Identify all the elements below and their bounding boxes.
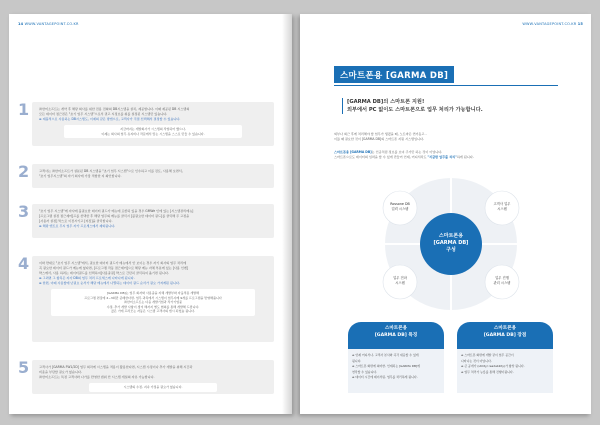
- section-text-line: ㈜한미소프트는 특정 고객사와 나가를 반영한 범위 안 시스템 개설의 자유 가능합니다.: [39, 375, 155, 379]
- section-text-line: ➡ 해당 엔트로 무시 업무 자가 프로세스에서 제외됩니다.: [39, 224, 116, 228]
- section-text-line: 비용을 부담할 필요가 없습니다.: [39, 370, 82, 374]
- box-title-line: [GARMA DB] 장점: [483, 332, 527, 338]
- section-text-line: "초기 업무 시스템"에 자사에 불필요한 데이터 필드가 메뉴에 포함되 있을 경우 GMWe 인에 있는 [시스템관리메뉴]: [39, 209, 194, 213]
- node-label-line: 관리 시스템: [493, 280, 511, 285]
- right-page-number: 15: [577, 22, 583, 26]
- advantages-box-title: [457, 322, 553, 349]
- section-number: 3: [18, 202, 30, 221]
- list-item: ➡ 데이터 시간에 제이서린, 업무를 처리하게 됩니다.: [352, 375, 418, 379]
- box-title-line: [GARMA DB] 특징: [374, 332, 418, 338]
- list-item: ➡ 큰 공개가 (utility/ readability)가 향상 됩니다.: [461, 364, 525, 368]
- section-card: [32, 164, 274, 188]
- section-text-line: 박스에서, 사용 하려는 데이터필드를 선택하여[사용중필] 박스로 간단히 클릭하여 옮기면 됩니다.: [39, 271, 169, 275]
- section-number: 5: [18, 358, 30, 377]
- spine-shadow: [282, 14, 292, 414]
- section-4: [18, 256, 274, 342]
- node-label-line: 업무 진행: [495, 276, 509, 280]
- section-1: [18, 102, 274, 146]
- right-page: [300, 14, 591, 414]
- section-2: [18, 164, 274, 188]
- list-item: 나타나는 것이 아닙니다.: [461, 358, 492, 363]
- center-label-line: 구성: [446, 247, 456, 253]
- note-line: 수정, 추가 개발 사항이 생겨 해자지 별도 협의를 통해 개발해 드립니다.: [106, 304, 200, 309]
- section-text-line: 이와 반대로 "초기 업무 시스템"에서, 필요한 데이터 필드가 메뉴에서 안 보이는 경우 자기 회사의 업무 처리에: [39, 261, 187, 265]
- diagram-node-label: [383, 202, 417, 211]
- section-number: 1: [18, 100, 30, 119]
- section-text-line: 모든 데이터 접근권은 "초기 업무 시스템"으로서 권고 시정보를 위를 설정된 시스템만 있습니다.: [39, 112, 168, 116]
- section-card: [32, 360, 274, 394]
- section-number: 4: [18, 254, 30, 273]
- node-label-line: 업력 시스템: [391, 206, 409, 211]
- section-text-line: "초기 업무시스템"의 자기 회사에 가장 적합한 지 확인합니다.: [39, 174, 122, 178]
- page-title: 스마트폰용 [GARMA DB]: [334, 66, 454, 83]
- note-line: 지금까지는 개발회사가 시스템의 작업되어 했으나,: [120, 127, 186, 131]
- diagram-node-label: [383, 276, 417, 285]
- section-number: 2: [18, 162, 30, 181]
- section-text-line: 꼭 필요한 데이터 필드가 메뉴에 없다면, [프로그램 작동 접근제어]으로 해당 메뉴 자체 부분에 있는 [사용 인벤]: [39, 266, 189, 270]
- intro-bold: 스마트폰용 [GARMA DB]: [334, 150, 372, 154]
- list-item: ➡ 스마트폰 화면에 개발 같이 업무 공간이: [461, 353, 514, 357]
- left-page-number: 14: [18, 22, 24, 26]
- section-note: [89, 383, 217, 392]
- box-title-line: 스마트폰용: [384, 326, 408, 331]
- left-page-header: [18, 22, 79, 26]
- intro-line: 외부나 회근 후에 처리해야 할 업무가 생겼을 때, 노트바은 켠거동고 -: [334, 132, 427, 136]
- center-label-line: 스마트폰용: [438, 233, 464, 239]
- node-label-line: 시스템: [395, 280, 405, 285]
- section-text-line: ➡ 제품적으로 사용하는 DB시스템도, 이제의 같은 방법으로, 고객사가 직접 선택해서 결정할 수 있습니다.: [39, 117, 181, 121]
- diagram-node-label: [485, 276, 519, 285]
- note-line: 이제는 회사의 업무 유지비나 작문에서 맞는 시스템을 스스로 만들 수 있습니다.: [101, 131, 205, 136]
- section-note: [64, 125, 242, 138]
- list-item: 연락할 수 있습니다.: [352, 369, 378, 374]
- section-3: [18, 204, 274, 238]
- note-line: 끊은 기에 프라모는 자동은 시스템 고객사의 법시 되었습 됩니다.: [111, 309, 195, 314]
- section-5: [18, 360, 274, 394]
- box-title-line: 스마트폰용: [493, 326, 517, 331]
- left-page: [9, 14, 292, 414]
- features-box-list: [348, 349, 444, 393]
- intro-quote: "지금한 업무를 처리": [427, 155, 457, 159]
- center-label-line: [GARMA DB]: [433, 240, 469, 246]
- list-item: ➡ 스마트폰 화면에 의미한, 인재되는 [GARMA DB]에: [352, 364, 420, 368]
- headline-line: 외부에서 PC 없이도 스마트폰으로 업무 처리가 가능합니다.: [347, 107, 483, 113]
- diagram-center-label: [427, 233, 475, 254]
- intro-line: 이틀 때 필요한 것이 [GARMA DB]의 스마트폰 지원 시스템입니다.: [334, 137, 424, 141]
- section-text-line: 고객사는 ㈜한미소프트가 설분된 DB 시스템을 "초기 업무 시스템"으로 인수하고 이를 검토, 사용해 보면서,: [39, 169, 183, 173]
- node-label-line: 업무 전파: [393, 276, 407, 280]
- section-text-line: ㈜한미소프트는 개약 후 해당 회사를 위한 전용 전화의 DB시스템을 설치, 제공합니다. 이때 제공된 DB 시스템의: [39, 107, 190, 111]
- node-label-line: 시스템: [497, 206, 507, 211]
- section-text-line: [프로그램 설정 접근제어]프를 선택한 후 해당 업무의 메뉴를 클릭시 [불필요한 데이터 필드]를 클릭해 주 고정을: [39, 214, 190, 218]
- list-item: ➡ 언제 어디서나, 고객사 본사와 즉각 대응할 수 있게: [352, 353, 419, 357]
- section-text-line: [사용자 설정] 박스로 이전시키고 [저장]을 클릭합니다.: [39, 219, 113, 223]
- intro-rest: 는 인공처럼 정보를 보여 주기만 하는 것이 아닙니다.: [371, 150, 443, 154]
- note-line: 시스템의 수정, 지속 가정을 필요가 없습니다.: [123, 385, 183, 389]
- features-box-title: [348, 322, 444, 349]
- section-card: [32, 256, 274, 342]
- right-page-site: WWW.VANTAGEPOINT.CO.KR: [522, 22, 577, 26]
- note-line: ㈜한미소프트는 다음 개발기업과 작가기업중: [123, 300, 183, 305]
- intro-end: 하게 됩니다.: [456, 155, 474, 159]
- section-text-line: ➡ 한편, 이때 사용할에 난필요 순서가 해당 메뉴에서 나열되는 데이터 필드 순서가 필요 가져계원 됩니다.: [39, 281, 180, 285]
- section-card: [32, 102, 274, 146]
- section-text-line: ➡ 그러면 그 항목은 자사 DB의 업무 처리 프로세스에 나타나게 됩니다.: [39, 276, 135, 280]
- advantages-box-list: [457, 349, 553, 393]
- note-line: 프로그램 편집에 2~3회만 준배한다면, 업무 과목에서 시스템이 업무사례 9개를 프로그램을 반영해줍니다: [84, 295, 222, 300]
- left-page-site: WWW.VANTAGEPOINT.CO.KR: [24, 22, 79, 26]
- section-card: [32, 204, 274, 238]
- node-label-line: Rossone DB: [390, 202, 410, 206]
- diagram-node-label: [485, 202, 519, 211]
- node-label-line: 고객사 업무: [493, 202, 511, 206]
- section-note: [51, 289, 255, 316]
- list-item: 됩니다.: [352, 358, 362, 363]
- section-text-line: 고객사가 [GARMA FW1/2D] 업무 회차에 시스템을 적용이 활용한다면, 시스템 수정이나 추가 개발을 위해 시간과: [39, 365, 193, 369]
- intro-line: 스마트폰으로도 데이터의 입력을 할 수 있게 만들어 언제, 어디서라도: [334, 155, 427, 159]
- headline-line: [GARMA DB]의 스마트폰 지원!: [347, 99, 425, 105]
- note-line: [GARMA DB]는 업무 회자와 사용중을 자체 개발부와 자율적용 개발해: [106, 291, 200, 295]
- list-item: ➡ 업무 처리가 뉴릉를 통해 진행이됩니다.: [461, 369, 514, 374]
